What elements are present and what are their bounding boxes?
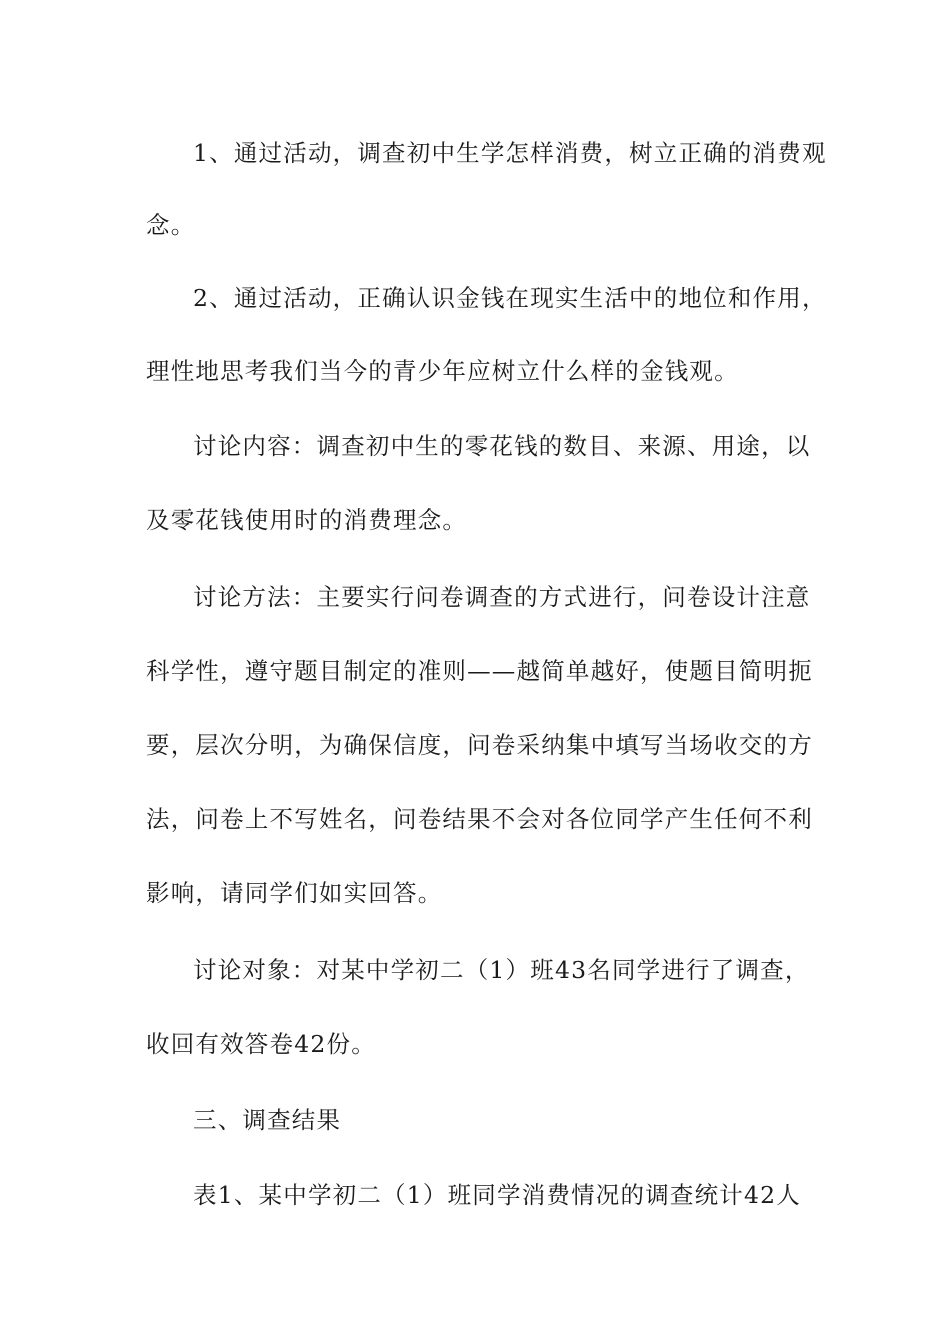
paragraph-content-line-1: 讨论内容：调查初中生的零花钱的数目、来源、用途，以 bbox=[193, 432, 811, 460]
paragraph-subject-line-1: 讨论对象：对某中学初二（1）班43名同学进行了调查， bbox=[193, 956, 810, 984]
paragraph-goal-1-line-2: 念。 bbox=[146, 211, 196, 239]
paragraph-method-line-1: 讨论方法：主要实行问卷调查的方式进行，问卷设计注意 bbox=[193, 583, 811, 611]
table-caption: 表1、某中学初二（1）班同学消费情况的调查统计42人 bbox=[193, 1181, 802, 1209]
paragraph-method-line-3: 要，层次分明，为确保信度，问卷采纳集中填写当场收交的方 bbox=[146, 731, 813, 759]
paragraph-subject-line-2: 收回有效答卷42份。 bbox=[146, 1030, 376, 1058]
paragraph-method-line-5: 影响，请同学们如实回答。 bbox=[146, 879, 443, 907]
paragraph-goal-2-line-1: 2、通过活动，正确认识金钱在现实生活中的地位和作用， bbox=[193, 284, 827, 312]
paragraph-method-line-2: 科学性，遵守题目制定的准则——越简单越好，使题目简明扼 bbox=[146, 657, 813, 685]
paragraph-goal-1-line-1: 1、通过活动，调查初中生学怎样消费，树立正确的消费观 bbox=[193, 139, 827, 167]
section-heading-results: 三、调查结果 bbox=[193, 1106, 342, 1134]
paragraph-method-line-4: 法，问卷上不写姓名，问卷结果不会对各位同学产生任何不利 bbox=[146, 805, 813, 833]
paragraph-content-line-2: 及零花钱使用时的消费理念。 bbox=[146, 506, 468, 534]
paragraph-goal-2-line-2: 理性地思考我们当今的青少年应树立什么样的金钱观。 bbox=[146, 357, 739, 385]
